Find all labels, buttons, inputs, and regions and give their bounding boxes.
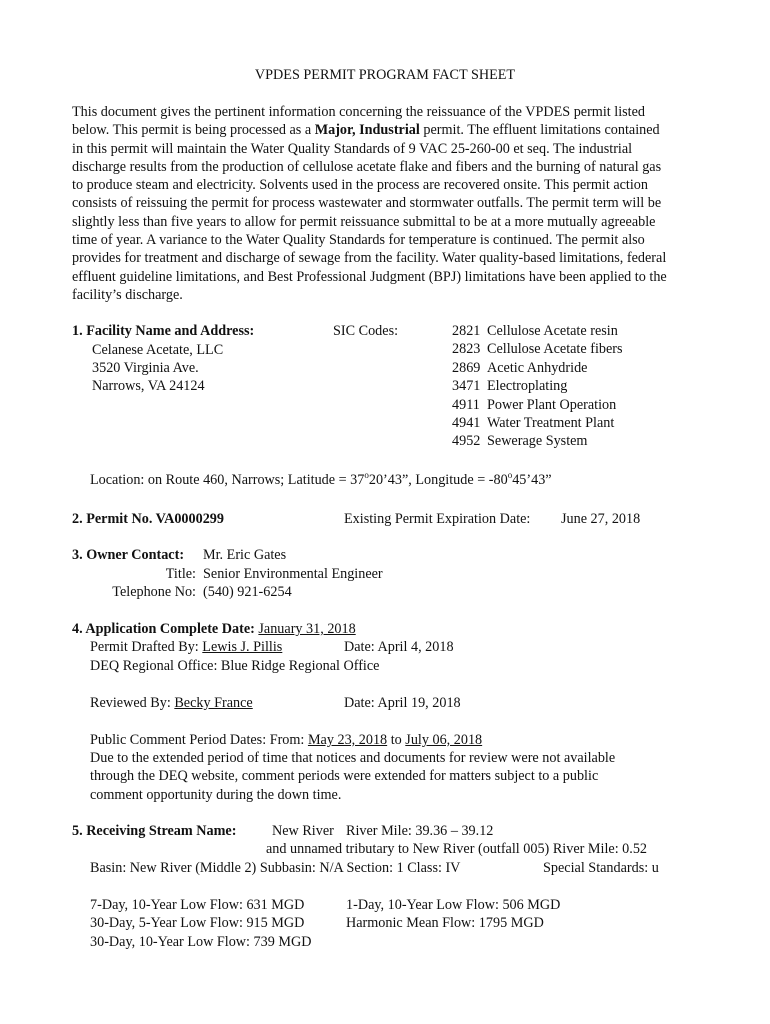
- sic-code-row: [452, 340, 623, 358]
- owner-contact-label: 3. Owner Contact:: [72, 547, 185, 563]
- sic-description: Acetic Anhydride: [487, 359, 588, 376]
- sic-code: 4952: [452, 433, 481, 450]
- intro-text-a: This document gives the pertinent information concerning the reissuance of the VPDES permit listed below. This permit is being processed as a: [72, 104, 646, 139]
- comment-note-1: Due to the extended period of time that notices and documents for review were not available: [90, 750, 616, 766]
- flow-7day-10yr: 7-Day, 10-Year Low Flow: 631 MGD: [90, 897, 305, 913]
- telephone-value: (540) 921-6254: [203, 584, 292, 600]
- receiving-stream-name: New River: [272, 823, 334, 839]
- receiving-stream-label: 5. Receiving Stream Name:: [72, 823, 237, 839]
- facility-street: 3520 Virginia Ave.: [92, 360, 199, 376]
- sic-code-row: [452, 377, 567, 395]
- document-title: VPDES PERMIT PROGRAM FACT SHEET: [254, 67, 516, 83]
- sic-code: 4911: [452, 396, 480, 413]
- expiration-label: Existing Permit Expiration Date:: [344, 511, 531, 527]
- sic-code-row: [452, 396, 616, 414]
- sic-label: SIC Codes:: [333, 323, 399, 339]
- sic-description: Water Treatment Plant: [487, 415, 615, 431]
- river-mile: River Mile: 39.36 – 39.12: [346, 823, 494, 839]
- application-complete-line: 4. Application Complete Date: January 31, 2018: [72, 621, 356, 637]
- public-comment-line: Public Comment Period Dates: From: May 23, 2018 to July 06, 2018: [90, 732, 483, 748]
- drafted-date: Date: April 4, 2018: [344, 639, 454, 655]
- sic-description: Sewerage System: [487, 433, 588, 450]
- section-1-heading: 1. Facility Name and Address:: [72, 323, 255, 339]
- special-standards: Special Standards: u: [543, 860, 659, 876]
- comment-note-2: through the DEQ website, comment periods were extended for matters subject to a public: [90, 768, 599, 784]
- tributary-line: and unnamed tributary to New River (outfall 005) River Mile: 0.52: [266, 841, 648, 857]
- sic-code-row: [452, 322, 618, 340]
- sic-description: Cellulose Acetate resin: [487, 323, 618, 339]
- reviewed-date: Date: April 19, 2018: [344, 695, 461, 711]
- facility-city: Narrows, VA 24124: [92, 378, 205, 394]
- location-line: Location: on Route 460, Narrows; Latitude = $37^o20’43$”, Longitude = $-80^o45’43$”: [90, 470, 552, 488]
- sic-code: 2823: [452, 341, 481, 358]
- comment-note-3: comment opportunity during the down time.: [90, 787, 342, 803]
- owner-contact-value: Mr. Eric Gates: [203, 547, 287, 563]
- owner-title-value: Senior Environmental Engineer: [203, 566, 383, 582]
- intro-permit-type: Major, Industrial: [314, 122, 420, 139]
- sic-code: 2821: [452, 323, 481, 339]
- basin-line: Basin: New River (Middle 2) Subbasin: N/A Section: 1 Class: IV: [90, 860, 461, 876]
- sic-code: 2869: [452, 359, 481, 376]
- facility-name: Celanese Acetate, LLC: [92, 342, 224, 358]
- sic-description: Power Plant Operation: [487, 396, 617, 413]
- sic-description: Electroplating: [487, 378, 568, 395]
- flow-1day-10yr: 1-Day, 10-Year Low Flow: 506 MGD: [346, 897, 561, 913]
- drafted-by-line: Permit Drafted By: Lewis J. Pillis: [90, 639, 283, 655]
- sic-code-row: [452, 432, 587, 450]
- sic-code-row: [452, 414, 614, 432]
- flow-30day-5yr: 30-Day, 5-Year Low Flow: 915 MGD: [90, 915, 305, 931]
- owner-title-label: Title:: [165, 566, 196, 582]
- intro-text-b: permit. The effluent limitations contained in this permit will maintain the Water Quality Standards of 9 VAC 25-260-00 et seq. The industrial discharge results from the production of cellulose acetate flake and fibers and the burning of natural gas to produce steam and electricity. Solvents used in the process are recovered onsite. This permit action consists of reissuing the permit for process wastewater and stormwater outfalls. The permit term will be slightly less than five years to allow for permit reissuance submittal to be at a more mutually agreeable time of year. A variance to the Water Quality Standards for temperature is continued. The permit also provides for treatment and discharge of sewage from the facility. Water quality-based limitations, federal effluent guideline limitations, and Best Professional Judgment (BPJ) limitations have been applied to the facility’s discharge.: [72, 122, 667, 303]
- sic-code-row: [452, 359, 587, 377]
- intro-paragraph: [72, 103, 672, 304]
- regional-office: DEQ Regional Office: Blue Ridge Regional Office: [90, 658, 380, 674]
- telephone-label: Telephone No:: [112, 584, 196, 600]
- sic-description: Cellulose Acetate fibers: [487, 341, 623, 358]
- sic-code: 3471: [452, 378, 481, 395]
- reviewed-by-line: Reviewed By: Becky France: [90, 695, 253, 711]
- harmonic-mean-flow: Harmonic Mean Flow: 1795 MGD: [346, 915, 544, 931]
- permit-number: 2. Permit No. VA0000299: [72, 511, 224, 527]
- flow-30day-10yr: 30-Day, 10-Year Low Flow: 739 MGD: [90, 934, 312, 950]
- expiration-date: June 27, 2018: [561, 511, 641, 527]
- sic-code: 4941: [452, 415, 481, 431]
